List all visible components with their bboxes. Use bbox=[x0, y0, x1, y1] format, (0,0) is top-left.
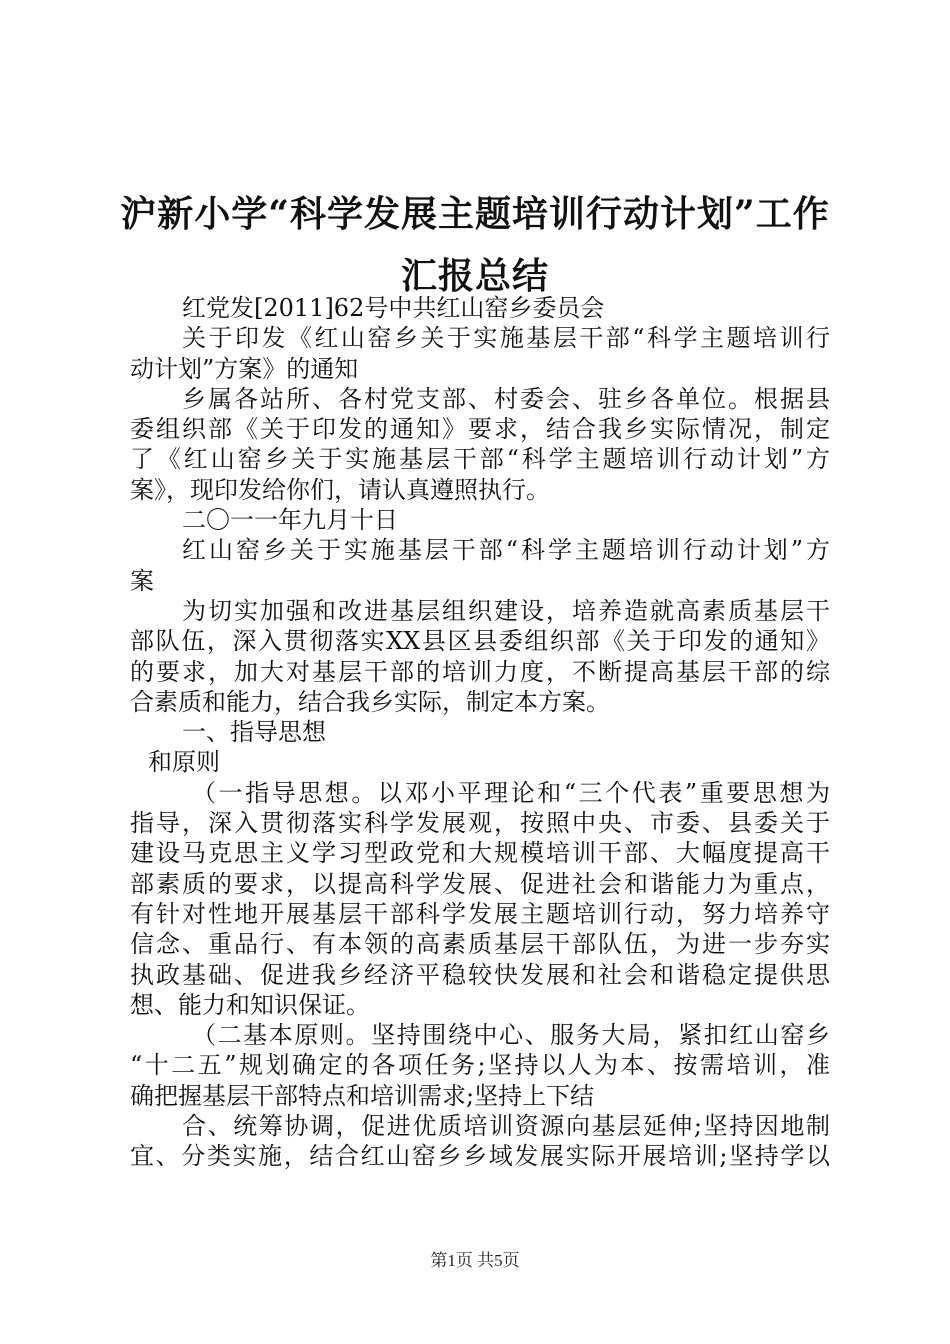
plan-title-line: 案 bbox=[130, 566, 154, 595]
date-line: 二〇一一年九月十日 bbox=[182, 506, 398, 535]
paragraph-line: 执政基础、促进我乡经济平稳较快发展和社会和谐稳定提供思 bbox=[130, 960, 830, 989]
paragraph-line: 指导，深入贯彻落实科学发展观，按照中央、市委、县委关于 bbox=[130, 809, 830, 838]
paragraph-line: （二基本原则。坚持围绕中心、服务大局，紧扣红山窑乡 bbox=[192, 1021, 830, 1050]
paragraph-line: “十二五”规划确定的各项任务;坚持以人为本、按需培训，准 bbox=[130, 1051, 830, 1080]
paragraph-line: 案》，现印发给你们，请认真遵照执行。 bbox=[130, 475, 550, 504]
paragraph-line: 乡属各站所、各村党支部、村委会、驻乡各单位。根据县 bbox=[182, 384, 830, 413]
paragraph-line: 委组织部《关于印发的通知》要求，结合我乡实际情况，制定 bbox=[130, 415, 830, 444]
paragraph-line: 有针对性地开展基层干部科学发展主题培训行动，努力培养守 bbox=[130, 899, 830, 928]
paragraph-line: 信念、重品行、有本领的高素质基层干部队伍，为进一步夯实 bbox=[130, 930, 830, 959]
document-title-line-1: 沪新小学“科学发展主题培训行动计划”工作 bbox=[120, 193, 830, 235]
paragraph-line: 宜、分类实施，结合红山窑乡乡域发展实际开展培训;坚持学以 bbox=[130, 1142, 830, 1171]
paragraph-line: 了《红山窑乡关于实施基层干部“科学主题培训行动计划”方 bbox=[130, 445, 830, 474]
page-number-footer: 第1页 共5页 bbox=[430, 1251, 520, 1270]
paragraph-line: 部素质的要求，以提高科学发展、促进社会和谐能力为重点， bbox=[130, 869, 830, 898]
paragraph-line: 建设马克思主义学习型政党和大规模培训干部、大幅度提高干 bbox=[130, 839, 830, 868]
section-heading: 一、指导思想 bbox=[182, 718, 326, 747]
paragraph-line: 的要求，加大对基层干部的培训力度，不断提高基层干部的综 bbox=[130, 657, 830, 686]
section-heading: 和原则 bbox=[148, 748, 220, 777]
paragraph-line: 想、能力和知识保证。 bbox=[130, 990, 370, 1019]
plan-title-line: 红山窑乡关于实施基层干部“科学主题培训行动计划”方 bbox=[182, 536, 830, 565]
paragraph-line: （一指导思想。以邓小平理论和“三个代表”重要思想为 bbox=[192, 778, 830, 807]
paragraph-line: 确把握基层干部特点和培训需求;坚持上下结 bbox=[130, 1081, 595, 1110]
paragraph-line: 部队伍，深入贯彻落实XX县区县委组织部《关于印发的通知》 bbox=[130, 627, 830, 656]
doc-number-line: 红党发[2011]62号中共红山窑乡委员会 bbox=[182, 294, 605, 322]
notice-title-line: 动计划”方案》的通知 bbox=[130, 354, 359, 383]
notice-title-line: 关于印发《红山窑乡关于实施基层干部“科学主题培训行 bbox=[182, 324, 830, 353]
paragraph-line: 为切实加强和改进基层组织建设，培养造就高素质基层干 bbox=[182, 596, 830, 625]
paragraph-line: 合、统筹协调，促进优质培训资源向基层延伸;坚持因地制 bbox=[182, 1112, 830, 1141]
paragraph-line: 合素质和能力，结合我乡实际，制定本方案。 bbox=[130, 687, 610, 716]
document-title-line-2: 汇报总结 bbox=[400, 255, 549, 297]
document-body bbox=[130, 293, 830, 1172]
